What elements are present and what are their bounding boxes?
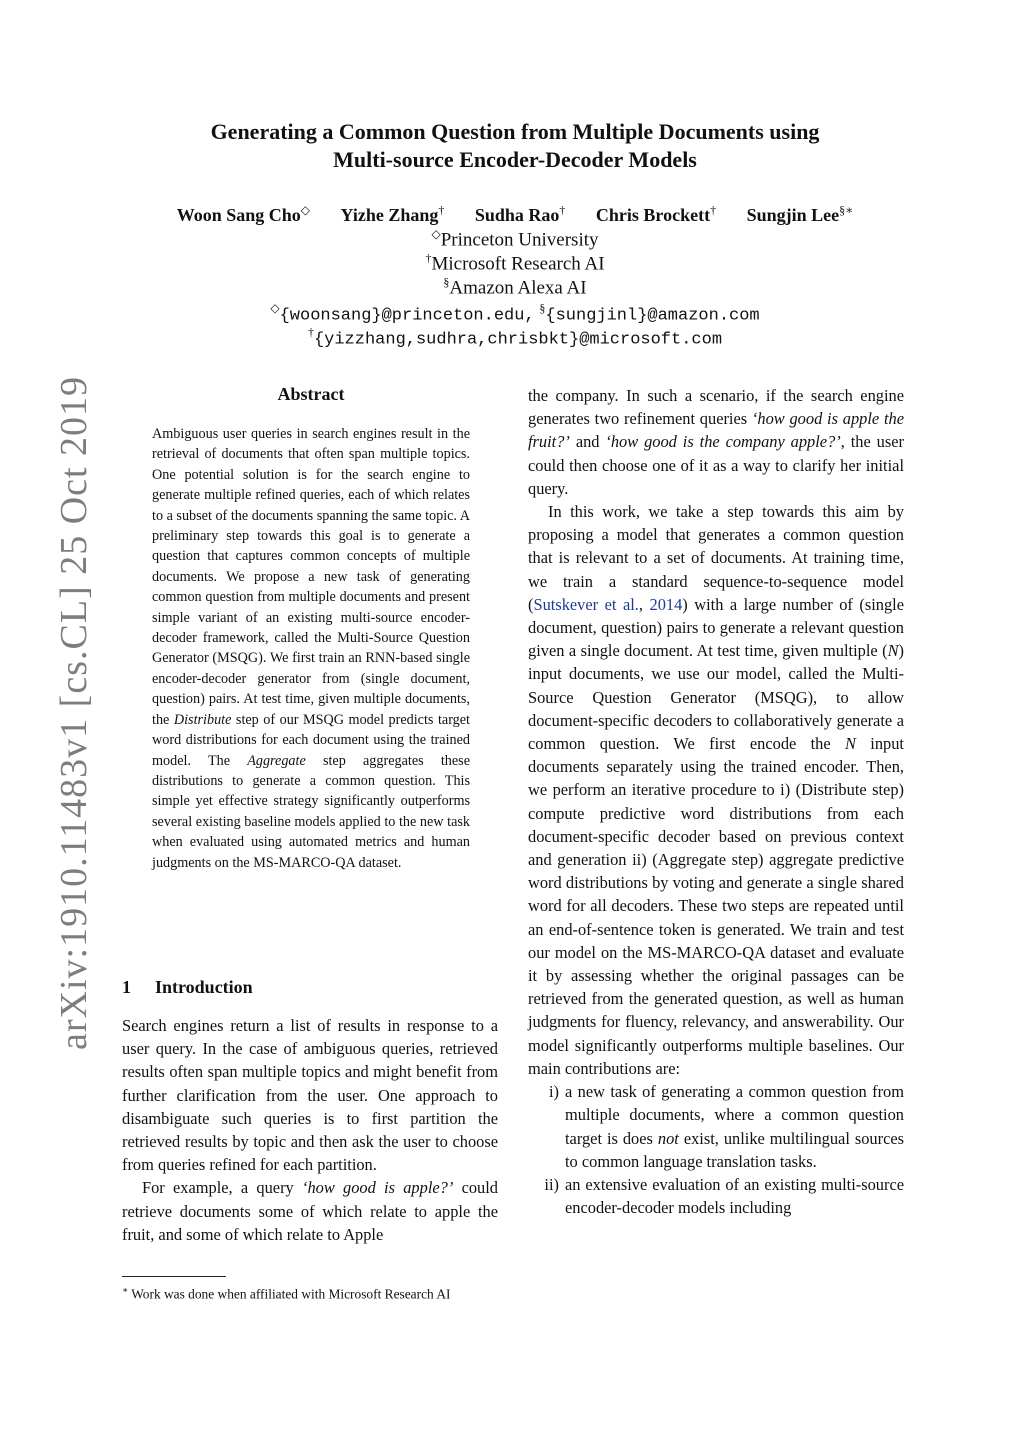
abstract-body: Ambiguous user queries in search engines result in the retrieval of documents that often span multiple topics. One potential solution is for the search engine to generate multiple refined queries, each of which relates to a subset of the documents spanning the same topic. A preliminary step towards this goal is to generate a question that captures common concepts of multiple documents. We propose a new task of generating common question from multiple documents and present simple variant of an existing multi-source encoder-decoder framework, called the Multi-Source Question Generator (MSQG). We first train an RNN-based single encoder-decoder generator from (single document, question) pairs. At test time, given multiple documents, the Distribute step of our MSQG model predicts target word distributions for each document using the trained model. The Aggregate step aggregates these distributions to generate a common question. This simple yet effective strategy significantly outperforms several existing baseline models applied to the new task when evaluated using automated metrics and human judgments on the MS-MARCO-QA dataset. <box>152 426 470 871</box>
right-paragraph-1: the company. In such a scenario, if the search engine generates two refinement queries ‘how good is apple the fruit?’ and ‘how good is the company apple?’, the user could then choose one of it as a way to clarify her initial query. <box>528 386 904 498</box>
contribution-list <box>528 1080 904 1219</box>
contribution-item: i) a new task of generating a common question from multiple documents, where a common question target is does not exist, unlike multilingual sources to common language translation tasks. <box>548 1082 904 1171</box>
intro-paragraph-1: Search engines return a list of results in response to a user query. In the case of ambiguous queries, retrieved results often span multiple topics and might benefit from further clarification from the user. One approach to disambiguate such queries is to first partition the retrieved results by topic and then ask the user to choose from queries refined for each partition. <box>122 1016 498 1175</box>
citation-year-link[interactable]: 2014 <box>649 594 683 614</box>
intro-left-column <box>122 1014 498 1246</box>
email-line-2: †{yizzhang,sudhra,chrisbkt}@microsoft.com <box>307 325 723 350</box>
right-paragraph-2: In this work, we take a step towards this aim by proposing a model that generates a common question that is relevant to a set of documents. At training time, we train a standard sequence-to-sequence model (Sutskever et al., 2014) with a large number of (single document, question) pairs to generate a relevant question given a single document. At test time, given multiple (N) input documents, we use our model, called the Multi-Source Question Generator (MSQG), to allow document-specific decoders to collaboratively generate a common question. We first encode the N input documents separately using the trained encoder. Then, we perform an iterative procedure to i) (Distribute step) compute predictive word distributions from each document-specific decoder based on previous context and generation ii) (Aggregate step) aggregate predictive word distributions by voting and generate a single shared word for all decoders. These two steps are repeated until an end-of-sentence token is generated. We train and test our model on the MS-MARCO-QA dataset and evaluate it by assessing whether the original passages can be retrieved from the generated question, as well as human judgments for fluency, relevancy, and answerability. Our model significantly outperforms multiple baselines. Our main contributions are: <box>528 502 904 1078</box>
footnote: ∗ Work was done when affiliated with Microsoft Research AI <box>122 1285 451 1302</box>
title-line-2: Multi-source Encoder-Decoder Models <box>333 147 697 172</box>
author: Sudha Rao† <box>474 203 566 225</box>
intro-paragraph-2: For example, a query ‘how good is apple?’ could retrieve documents some of which relate to apple the fruit, and some of which relate to Apple <box>122 1178 498 1244</box>
affiliation: §Amazon Alexa AI <box>443 275 587 299</box>
citation-link[interactable]: Sutskever et al. <box>533 594 639 614</box>
abstract-heading: Abstract <box>277 384 345 404</box>
affiliation: †Microsoft Research AI <box>425 251 605 275</box>
distribute-term: Distribute <box>173 711 232 728</box>
section-heading-introduction: 1 Introduction <box>122 977 253 997</box>
paper-title <box>112 118 918 174</box>
author: Woon Sang Cho◇ <box>176 203 311 225</box>
email-line-1: ◇{woonsang}@princeton.edu, §{sungjinl}@amazon.com <box>270 301 760 326</box>
author: Chris Brockett† <box>595 203 717 225</box>
footnote-rule <box>122 1276 226 1277</box>
author: Sungjin Lee§∗ <box>746 203 854 225</box>
aggregate-term: Aggregate <box>247 752 306 769</box>
author: Yizhe Zhang† <box>340 203 445 225</box>
arxiv-stamp: arXiv:1910.11483v1 [cs.CL] 25 Oct 2019 <box>53 375 95 1050</box>
affiliation: ◇Princeton University <box>431 227 599 251</box>
contribution-item: ii) an extensive evaluation of an existing multi-source encoder-decoder models including <box>544 1174 904 1218</box>
title-line-1: Generating a Common Question from Multiple Documents using <box>210 119 820 144</box>
right-column <box>528 384 904 1219</box>
